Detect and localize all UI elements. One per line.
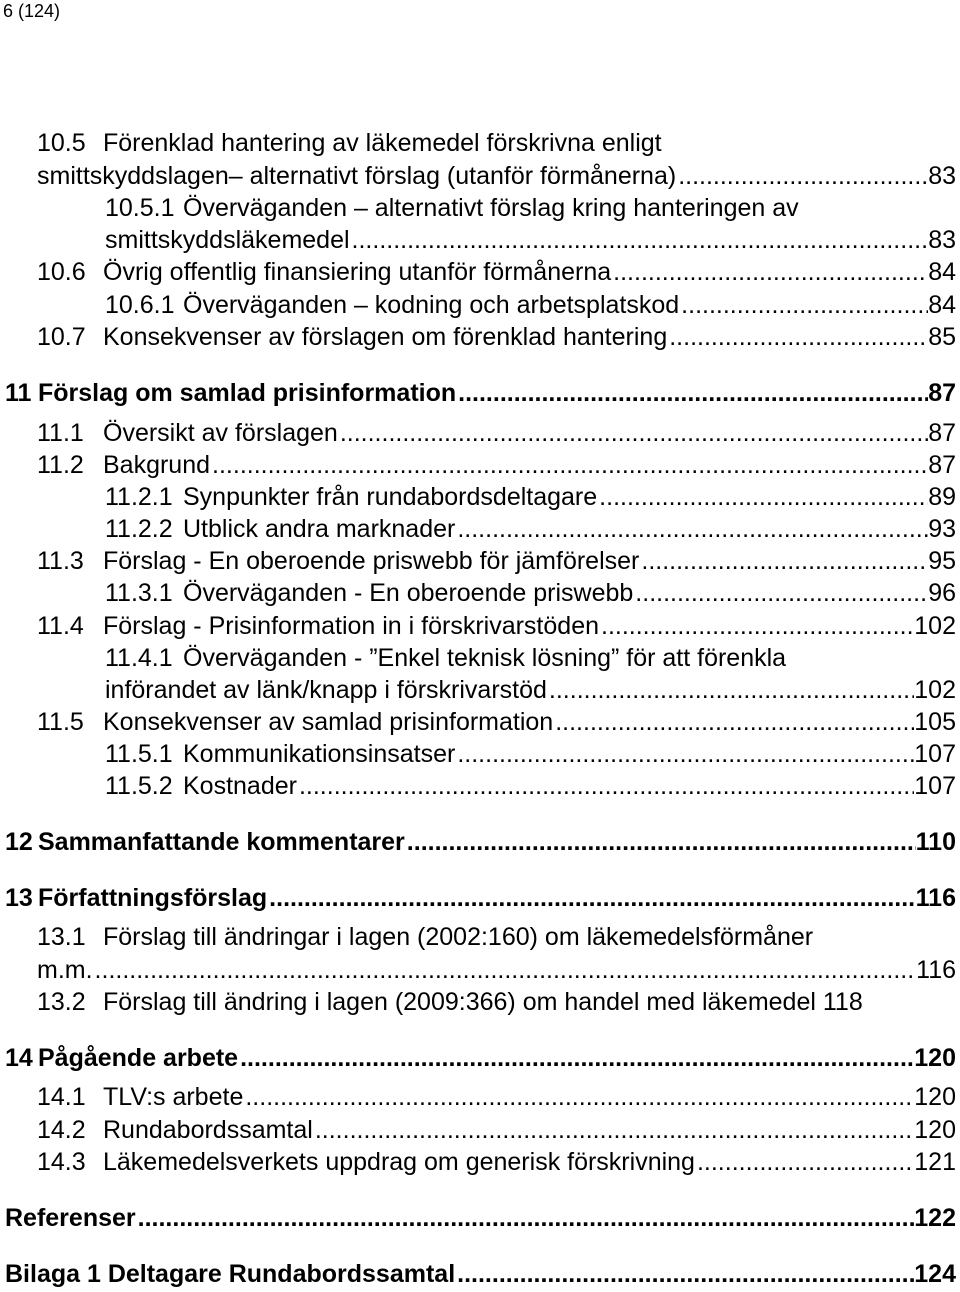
toc-dot-leader	[799, 193, 956, 223]
toc-entry-title: Konsekvenser av förslagen om förenklad hantering	[103, 323, 668, 351]
toc-entry[interactable]	[0, 450, 960, 480]
toc-dot-leader	[405, 827, 916, 857]
toc-entry-number: 11.3.1	[105, 579, 173, 607]
toc-dot-leader	[210, 450, 928, 480]
toc-entry-page: 107	[914, 740, 956, 768]
toc-entry-number: 11	[5, 379, 32, 407]
toc-dot-leader	[662, 128, 956, 158]
toc-entry-title: Förslag om samlad prisinformation	[38, 379, 457, 407]
toc-entry-title: Överväganden - ”Enkel teknisk lösning” för att förenkla	[183, 644, 787, 672]
toc-entry-title: Förslag till ändringar i lagen (2002:160) om läkemedelsförmåner	[103, 923, 814, 951]
toc-dot-leader	[455, 1259, 914, 1289]
toc-entry-title: Översikt av förslagen	[103, 419, 338, 447]
toc-entry-number: 14.1	[37, 1083, 86, 1111]
toc-entry-page: 120	[914, 1116, 956, 1144]
toc-entry[interactable]	[0, 418, 960, 448]
toc-entry-page: 116	[916, 956, 956, 984]
toc-dot-leader	[639, 546, 928, 576]
toc-entry-title: smittskyddsläkemedel	[105, 226, 350, 254]
toc-entry-page: 84	[928, 291, 956, 319]
toc-entry[interactable]	[0, 987, 960, 1017]
toc-dot-leader	[456, 378, 928, 408]
toc-entry[interactable]	[0, 482, 960, 512]
toc-entry[interactable]	[0, 1115, 960, 1145]
toc-entry-title: m.m.	[37, 956, 93, 984]
toc-entry-page: 120	[914, 1083, 956, 1111]
toc-entry[interactable]	[0, 771, 960, 801]
toc-entry-page: 89	[928, 483, 956, 511]
toc-entry[interactable]	[0, 675, 960, 705]
toc-entry-page: 83	[928, 162, 956, 190]
toc-entry[interactable]	[0, 1147, 960, 1177]
toc-entry[interactable]	[0, 922, 960, 952]
toc-entry-number: 11.4.1	[105, 644, 173, 672]
toc-entry-title: Bilaga 1 Deltagare Rundabordssamtal	[5, 1260, 456, 1288]
toc-entry-title: Författningsförslag	[38, 884, 268, 912]
toc-entry-title: Bakgrund	[103, 451, 211, 479]
toc-entry-number: 10.6.1	[105, 291, 175, 319]
toc-entry-page: 83	[928, 226, 956, 254]
toc-entry-page: 102	[914, 676, 956, 704]
toc-entry-number: 10.6	[37, 258, 86, 286]
toc-entry-number: 14.2	[37, 1116, 86, 1144]
toc-dot-leader	[136, 1203, 915, 1233]
toc-entry-title: Förslag - En oberoende priswebb för jämförelser	[103, 547, 640, 575]
toc-entry-number: 14	[5, 1044, 33, 1072]
toc-entry-page: 107	[914, 772, 956, 800]
toc-entry-number: 11.5.1	[105, 740, 173, 768]
toc-entry[interactable]	[0, 514, 960, 544]
toc-entry-number: 11.2	[37, 451, 84, 479]
toc-dot-leader	[297, 771, 914, 801]
toc-dot-leader	[676, 161, 928, 191]
toc-entry-title: Kostnader	[183, 772, 297, 800]
toc-dot-leader	[611, 257, 928, 287]
toc-entry-page: 84	[928, 258, 956, 286]
toc-entry-page: 87	[928, 379, 956, 407]
toc-entry-number: 13.1	[37, 923, 86, 951]
toc-entry-number: 11.4	[37, 612, 84, 640]
toc-entry-page: 85	[928, 323, 956, 351]
toc-dot-leader	[599, 611, 914, 641]
toc-entry-title: införandet av länk/knapp i förskrivarstöd	[105, 676, 547, 704]
toc-dot-leader	[547, 675, 914, 705]
toc-entry-page: 110	[915, 828, 956, 856]
toc-dot-leader	[455, 739, 914, 769]
toc-entry[interactable]	[0, 883, 960, 913]
toc-entry[interactable]	[0, 322, 960, 352]
toc-entry-number: 13.2	[37, 988, 86, 1016]
toc-entry-title: Överväganden - En oberoende priswebb	[183, 579, 634, 607]
toc-dot-leader	[633, 578, 928, 608]
toc-entry-page: 87	[928, 419, 956, 447]
toc-entry-title: Förenklad hantering av läkemedel förskrivna enligt	[103, 129, 662, 157]
toc-entry-title: smittskyddslagen– alternativt förslag (utanför förmånerna)	[37, 162, 677, 190]
toc-entry-number: 11.1	[37, 419, 84, 447]
toc-entry-title: Läkemedelsverkets uppdrag om generisk förskrivning	[103, 1148, 695, 1176]
toc-dot-leader	[455, 514, 928, 544]
toc-dot-leader	[667, 322, 928, 352]
toc-entry-number: 10.5.1	[105, 194, 175, 222]
toc-entry-title: Förslag till ändring i lagen (2009:366) om handel med läkemedel 118	[103, 988, 863, 1016]
toc-dot-leader	[238, 1043, 914, 1073]
toc-entry[interactable]	[0, 1043, 960, 1073]
toc-entry[interactable]	[0, 161, 960, 191]
toc-entry-page: 93	[928, 515, 956, 543]
toc-entry-number: 10.5	[37, 129, 86, 157]
toc-dot-leader	[695, 1147, 914, 1177]
toc-entry-page: 124	[914, 1260, 956, 1288]
toc-entry[interactable]	[0, 643, 960, 673]
toc-dot-leader	[350, 225, 929, 255]
toc-entry-page: 122	[914, 1204, 956, 1232]
toc-entry[interactable]	[0, 225, 960, 255]
toc-entry-title: Överväganden – kodning och arbetsplatskod	[183, 291, 680, 319]
toc-entry-number: 10.7	[37, 323, 86, 351]
toc-entry-page: 116	[915, 884, 956, 912]
toc-entry-page: 105	[914, 708, 956, 736]
toc-entry-title: Utblick andra marknader	[183, 515, 456, 543]
toc-entry-number: 11.5	[37, 708, 84, 736]
toc-dot-leader	[679, 290, 928, 320]
toc-entry[interactable]	[0, 707, 960, 737]
toc-entry-title: Överväganden – alternativt förslag kring hanteringen av	[183, 194, 799, 222]
toc-dot-leader	[786, 643, 956, 673]
toc-entry-page: 87	[928, 451, 956, 479]
toc-entry-number: 11.5.2	[105, 772, 173, 800]
toc-entry-page: 102	[914, 612, 956, 640]
toc-entry-number: 11.2.1	[105, 483, 173, 511]
toc-dot-leader	[553, 707, 914, 737]
toc-entry-number: 11.2.2	[105, 515, 173, 543]
toc-entry-page: 121	[914, 1148, 956, 1176]
toc-entry-page: 120	[914, 1044, 956, 1072]
toc-entry-number: 13	[5, 884, 33, 912]
toc-dot-leader	[313, 1115, 914, 1145]
page-number-label: 6 (124)	[3, 1, 61, 21]
toc-entry-title: Referenser	[5, 1204, 136, 1232]
toc-entry-title: Konsekvenser av samlad prisinformation	[103, 708, 554, 736]
toc-entry-page: 95	[928, 547, 956, 575]
toc-dot-leader	[93, 955, 917, 985]
toc-dot-leader	[338, 418, 928, 448]
toc-entry[interactable]	[0, 1082, 960, 1112]
toc-entry[interactable]	[0, 578, 960, 608]
toc-entry-title: Övrig offentlig finansiering utanför förmånerna	[103, 258, 612, 286]
toc-entry-number: 11.3	[37, 547, 84, 575]
toc-entry[interactable]	[0, 290, 960, 320]
toc-entry-title: Kommunikationsinsatser	[183, 740, 456, 768]
toc-entry-title: Synpunkter från rundabordsdeltagare	[183, 483, 598, 511]
toc-entry-number: 14.3	[37, 1148, 86, 1176]
toc-entry-title: Pågående arbete	[38, 1044, 239, 1072]
toc-dot-leader	[267, 883, 915, 913]
toc-entry[interactable]	[0, 128, 960, 158]
toc-dot-leader	[863, 987, 956, 1017]
toc-entry[interactable]	[0, 546, 960, 576]
toc-entry-title: TLV:s arbete	[103, 1083, 244, 1111]
toc-entry[interactable]	[0, 193, 960, 223]
toc-entry-title: Rundabordssamtal	[103, 1116, 313, 1144]
toc-entry-number: 12	[5, 828, 33, 856]
toc-entry[interactable]	[0, 955, 960, 985]
toc-entry[interactable]	[0, 611, 960, 641]
toc-entry-title: Förslag - Prisinformation in i förskrivarstöden	[103, 612, 599, 640]
toc-dot-leader	[243, 1082, 914, 1112]
toc-entry-title: Sammanfattande kommentarer	[38, 828, 405, 856]
toc-entry[interactable]	[0, 257, 960, 287]
toc-entry[interactable]	[0, 739, 960, 769]
toc-entry-page: 96	[928, 579, 956, 607]
toc-entry[interactable]	[0, 1259, 960, 1289]
toc-entry[interactable]	[0, 378, 960, 408]
toc-dot-leader	[597, 482, 928, 512]
toc-entry[interactable]	[0, 827, 960, 857]
toc-dot-leader	[813, 922, 956, 952]
toc-entry[interactable]	[0, 1203, 960, 1233]
